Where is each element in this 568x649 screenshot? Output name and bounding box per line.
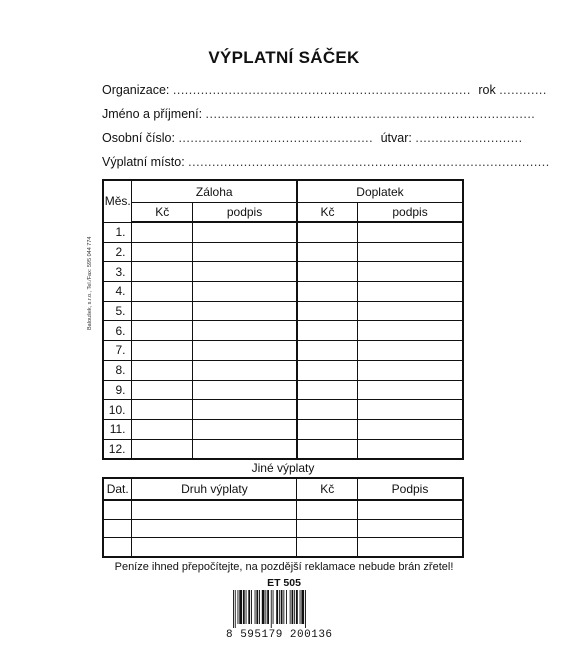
zaloha-podpis-cell[interactable] <box>193 222 297 242</box>
jmeno-field[interactable] <box>102 107 535 121</box>
zaloha-podpis-cell[interactable] <box>193 242 297 262</box>
doplatek-kc-cell[interactable] <box>297 282 358 302</box>
month-number: 2. <box>103 242 132 262</box>
zaloha-podpis-cell[interactable] <box>193 321 297 341</box>
table-cell[interactable] <box>132 519 297 538</box>
table-cell[interactable] <box>297 500 358 519</box>
vyplatni-misto-field[interactable] <box>102 155 550 169</box>
zaloha-podpis-header: podpis <box>193 203 297 223</box>
doplatek-podpis-cell[interactable] <box>358 262 463 282</box>
month-row <box>103 222 463 242</box>
zaloha-podpis-cell[interactable] <box>193 282 297 302</box>
doplatek-podpis-cell[interactable] <box>358 321 463 341</box>
doplatek-kc-cell[interactable] <box>297 380 358 400</box>
other-podpis-header: Podpis <box>358 478 463 500</box>
month-number: 11. <box>103 419 132 439</box>
misto-dots: ........................................................................................... <box>188 155 550 169</box>
zaloha-kc-cell[interactable] <box>132 419 193 439</box>
month-row <box>103 262 463 282</box>
zaloha-kc-cell[interactable] <box>132 321 193 341</box>
doplatek-header: Doplatek <box>297 180 463 203</box>
table-cell[interactable] <box>132 538 297 557</box>
doplatek-podpis-cell[interactable] <box>358 380 463 400</box>
month-number: 7. <box>103 341 132 361</box>
document-title: VÝPLATNÍ SÁČEK <box>208 48 360 67</box>
organizace-dots: ........................................................................... <box>172 83 471 97</box>
doplatek-podpis-cell[interactable] <box>358 419 463 439</box>
zaloha-podpis-cell[interactable] <box>193 419 297 439</box>
zaloha-podpis-cell[interactable] <box>193 341 297 361</box>
table-cell[interactable] <box>103 500 132 519</box>
month-number: 10. <box>103 400 132 420</box>
doplatek-kc-cell[interactable] <box>297 341 358 361</box>
table-cell[interactable] <box>132 500 297 519</box>
rok-dots: ............ <box>499 83 547 97</box>
month-row <box>103 321 463 341</box>
month-row <box>103 380 463 400</box>
table-cell[interactable] <box>103 519 132 538</box>
zaloha-podpis-cell[interactable] <box>193 439 297 459</box>
osobni-cislo-field[interactable] <box>102 131 523 145</box>
doplatek-podpis-cell[interactable] <box>358 301 463 321</box>
doplatek-kc-cell[interactable] <box>297 222 358 242</box>
zaloha-kc-cell[interactable] <box>132 282 193 302</box>
organizace-field[interactable] <box>102 83 547 97</box>
utvar-dots: ........................... <box>415 131 523 145</box>
mes-header: Měs. <box>103 180 132 222</box>
doplatek-podpis-cell[interactable] <box>358 282 463 302</box>
table-row <box>103 500 463 519</box>
utvar-label: útvar: <box>380 131 412 145</box>
table-cell[interactable] <box>297 538 358 557</box>
month-number: 1. <box>103 222 132 242</box>
month-number: 4. <box>103 282 132 302</box>
month-number: 5. <box>103 301 132 321</box>
doplatek-kc-cell[interactable] <box>297 419 358 439</box>
reclamation-note: Peníze ihned přepočítejte, na pozdější reklamace nebude brán zřetel! <box>114 561 454 573</box>
month-row <box>103 341 463 361</box>
table-cell[interactable] <box>358 519 463 538</box>
zaloha-podpis-cell[interactable] <box>193 301 297 321</box>
zaloha-podpis-cell[interactable] <box>193 262 297 282</box>
doplatek-kc-cell[interactable] <box>297 360 358 380</box>
jine-vyplaty-heading: Jiné výplaty <box>251 461 315 475</box>
table-row <box>103 538 463 557</box>
organizace-label: Organizace: <box>102 83 170 97</box>
zaloha-kc-cell[interactable] <box>132 242 193 262</box>
zaloha-kc-cell[interactable] <box>132 341 193 361</box>
dat-header: Dat. <box>103 478 132 500</box>
table-row <box>103 519 463 538</box>
jmeno-dots: ................................................................................... <box>205 107 536 121</box>
doplatek-kc-cell[interactable] <box>297 301 358 321</box>
zaloha-podpis-cell[interactable] <box>193 380 297 400</box>
doplatek-kc-cell[interactable] <box>297 439 358 459</box>
month-row <box>103 301 463 321</box>
publisher-side-text: Baloušek, s.r.o., Tel./Fax: 595 044 774 <box>87 236 93 330</box>
month-number: 8. <box>103 360 132 380</box>
doplatek-kc-cell[interactable] <box>297 400 358 420</box>
zaloha-kc-cell[interactable] <box>132 439 193 459</box>
table-cell[interactable] <box>358 538 463 557</box>
product-code: ET 505 <box>267 577 301 589</box>
zaloha-kc-cell[interactable] <box>132 380 193 400</box>
barcode-number: 8 595179 200136 <box>226 629 333 641</box>
month-row <box>103 439 463 459</box>
doplatek-podpis-cell[interactable] <box>358 400 463 420</box>
barcode-image <box>233 590 333 628</box>
table-cell[interactable] <box>297 519 358 538</box>
other-payments-table <box>102 477 464 558</box>
druh-header: Druh výplaty <box>132 478 297 500</box>
doplatek-podpis-cell[interactable] <box>358 360 463 380</box>
doplatek-kc-cell[interactable] <box>297 242 358 262</box>
zaloha-podpis-cell[interactable] <box>193 360 297 380</box>
month-number: 6. <box>103 321 132 341</box>
jmeno-label: Jméno a příjmení: <box>102 107 203 121</box>
zaloha-kc-cell[interactable] <box>132 262 193 282</box>
zaloha-kc-cell[interactable] <box>132 400 193 420</box>
osobni-dots: ................................................. <box>178 131 374 145</box>
month-number: 12. <box>103 439 132 459</box>
zaloha-kc-header: Kč <box>132 203 193 223</box>
doplatek-podpis-header: podpis <box>358 203 463 223</box>
misto-label: Výplatní místo: <box>102 155 185 169</box>
doplatek-kc-cell[interactable] <box>297 262 358 282</box>
month-row <box>103 400 463 420</box>
table-cell[interactable] <box>103 538 132 557</box>
table-cell[interactable] <box>358 500 463 519</box>
zaloha-header: Záloha <box>132 180 297 203</box>
month-number: 9. <box>103 380 132 400</box>
month-row <box>103 360 463 380</box>
osobni-label: Osobní číslo: <box>102 131 175 145</box>
month-row <box>103 419 463 439</box>
doplatek-podpis-cell[interactable] <box>358 222 463 242</box>
month-row <box>103 282 463 302</box>
rok-label: rok <box>478 83 496 97</box>
zaloha-podpis-cell[interactable] <box>193 400 297 420</box>
doplatek-podpis-cell[interactable] <box>358 242 463 262</box>
month-number: 3. <box>103 262 132 282</box>
zaloha-kc-cell[interactable] <box>132 222 193 242</box>
zaloha-kc-cell[interactable] <box>132 301 193 321</box>
doplatek-podpis-cell[interactable] <box>358 439 463 459</box>
other-kc-header: Kč <box>297 478 358 500</box>
doplatek-podpis-cell[interactable] <box>358 341 463 361</box>
doplatek-kc-header: Kč <box>297 203 358 223</box>
zaloha-kc-cell[interactable] <box>132 360 193 380</box>
salary-table <box>102 179 464 460</box>
doplatek-kc-cell[interactable] <box>297 321 358 341</box>
month-row <box>103 242 463 262</box>
